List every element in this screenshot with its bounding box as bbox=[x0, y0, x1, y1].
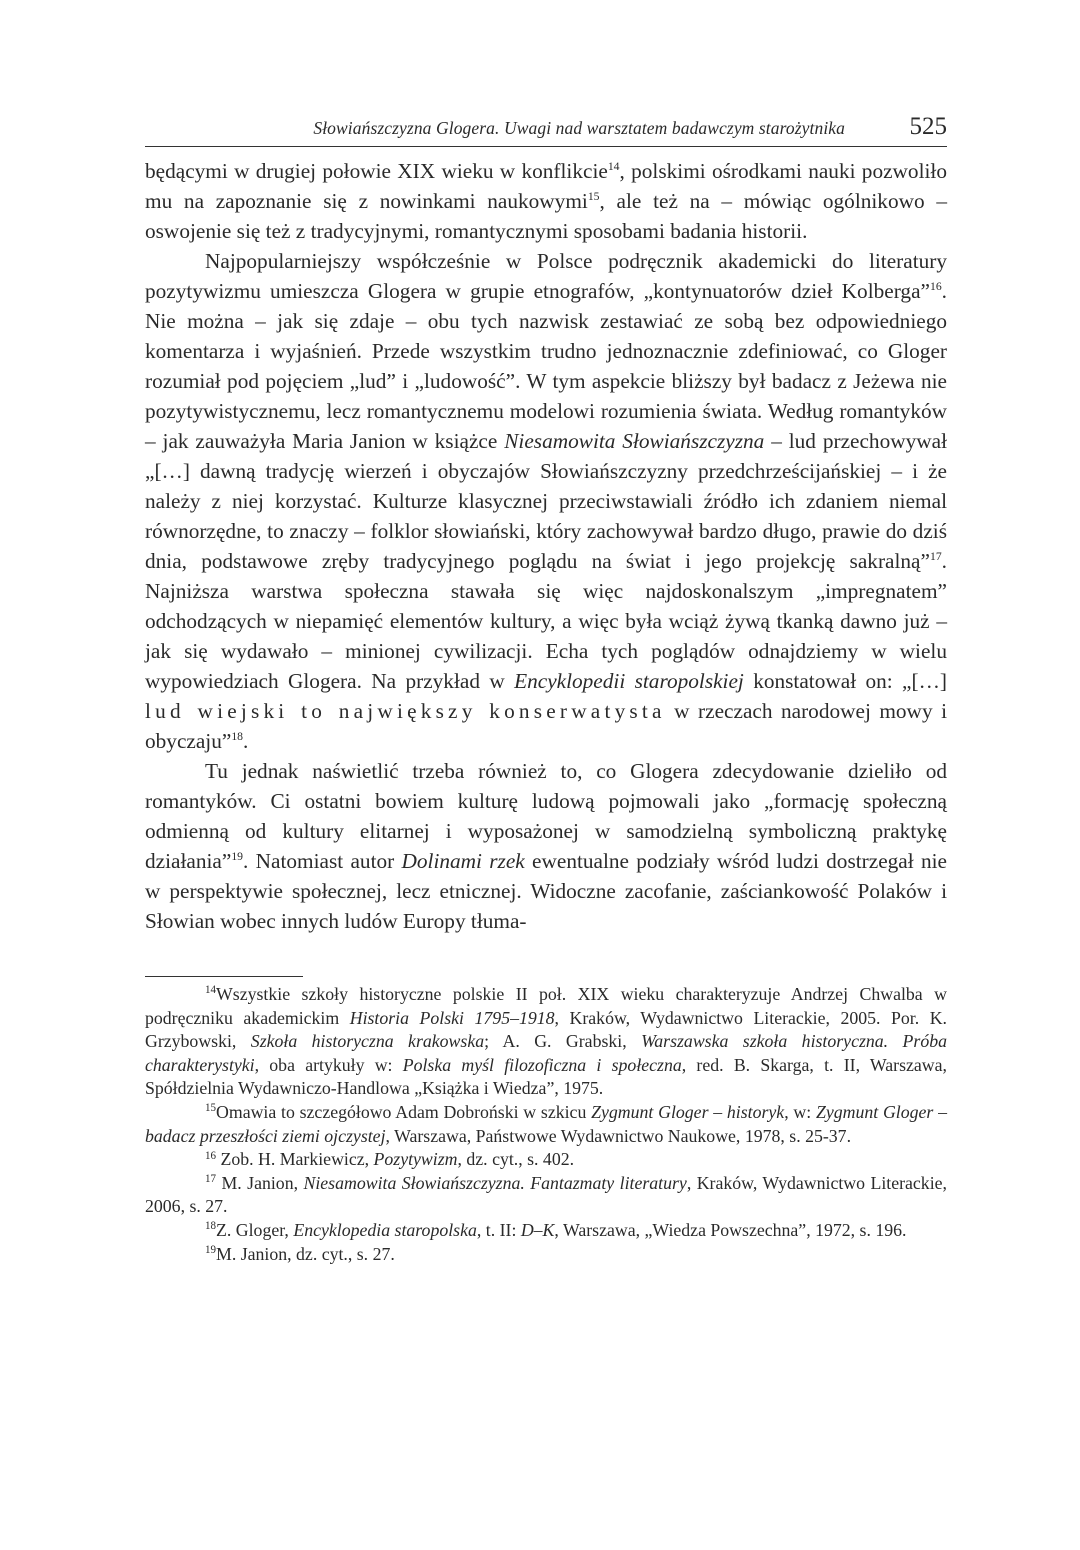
footnote bbox=[145, 1101, 947, 1148]
italic-title: Dolinami rzek bbox=[401, 849, 525, 873]
text-run: Zob. H. Markiewicz, bbox=[216, 1149, 374, 1170]
footnote bbox=[145, 983, 947, 1101]
footnotes bbox=[145, 983, 947, 1266]
text-run: . bbox=[243, 729, 249, 753]
footnote-reference: 17 bbox=[929, 549, 942, 563]
text-run: , Warszawa, „Wiedza Powszechna”, 1972, s. 196. bbox=[554, 1219, 907, 1240]
footnote-number: 16 bbox=[205, 1149, 217, 1162]
text-run: konstatował on: „[…] bbox=[743, 669, 947, 693]
footnote-reference: 14 bbox=[607, 159, 620, 173]
footnote-number: 19 bbox=[205, 1243, 217, 1256]
footnote-number: 18 bbox=[205, 1220, 217, 1233]
paragraph bbox=[145, 156, 947, 246]
page-header bbox=[145, 112, 947, 147]
footnote-reference: 18 bbox=[231, 729, 244, 743]
italic-title: Niesamowita Słowiańszczyzna. Fantazmaty literatury bbox=[303, 1172, 687, 1193]
footnote-reference: 19 bbox=[231, 849, 244, 863]
text-run: , w: bbox=[784, 1101, 816, 1122]
text-run: . Natomiast autor bbox=[243, 849, 402, 873]
italic-title: Szkoła historyczna krakowska bbox=[250, 1031, 485, 1052]
footnote-number: 14 bbox=[205, 984, 217, 997]
italic-title: Polska myśl filozoficzna i społeczna bbox=[402, 1054, 682, 1075]
footnote-separator bbox=[145, 976, 303, 977]
page-number: 525 bbox=[909, 113, 947, 140]
text-run: , Kraków, Wydawnictwo Literackie, 2006, s. 27. bbox=[145, 1172, 947, 1217]
italic-title: Encyklopedia staropolska bbox=[293, 1219, 477, 1240]
emphasized-quote: lud wiejski to największy konserwatysta bbox=[145, 699, 666, 723]
text-run: ewentualne podziały wśród ludzi dostrzegał nie w perspektywie społecznej, lecz etnicznej. Widoczne zacofanie, zaściankowość Polaków i Słowian wobec innych ludów Europy tłuma- bbox=[145, 849, 947, 933]
italic-title: Zygmunt Gloger – badacz przeszłości ziemi ojczystej bbox=[145, 1101, 948, 1146]
running-title: Słowiańszczyzna Glogera. Uwagi nad warsztatem badawczym starożytnika bbox=[313, 118, 845, 138]
paragraph bbox=[145, 246, 947, 756]
text-run: ; A. G. Grabski, bbox=[484, 1031, 642, 1052]
text-run: Najpopularniejszy współcześnie w Polsce podręcznik akademicki do literatury pozytywizmu umieszcza Glogera w grupie etnografów, „kontynuatorów dzieł Kolberga” bbox=[145, 249, 947, 303]
footnote bbox=[145, 1219, 947, 1243]
footnote-reference: 16 bbox=[929, 279, 942, 293]
footnote bbox=[145, 1172, 947, 1219]
footnote-number: 15 bbox=[205, 1102, 217, 1115]
italic-title: Encyklopedii staropolskiej bbox=[514, 669, 744, 693]
text-run: w rzeczach narodowej mowy i obyczaju” bbox=[145, 699, 947, 753]
text-run: . Najniższa warstwa społeczna stawała się więc najdoskonalszym „impregnatem” odchodzących w niepamięć elementów kultury, a więc była wciąż żywą tkanką dawno już – jak się wydawało – minionej cywilizacji. Echa tych poglądów odnajdziemy w wielu wypowiedziach Glogera. Na przykład w bbox=[145, 549, 947, 693]
text-run: Wszystkie szkoły historyczne polskie II poł. XIX wieku charakteryzuje Andrzej Chwalba w podręczniku akademickim bbox=[145, 984, 947, 1028]
text-run: M. Janion, dz. cyt., s. 27. bbox=[216, 1243, 395, 1264]
italic-title: Historia Polski 1795–1918 bbox=[349, 1007, 555, 1028]
document-page bbox=[145, 112, 947, 1266]
footnote-reference: 15 bbox=[587, 189, 600, 203]
italic-title: D–K bbox=[520, 1219, 555, 1240]
italic-title: Pozytywizm bbox=[373, 1149, 458, 1170]
footnote-number: 17 bbox=[205, 1173, 217, 1186]
paragraph bbox=[145, 756, 947, 936]
text-run: , Kraków, Wydawnictwo Literackie, 2005. Por. K. Grzybowski, bbox=[145, 1007, 947, 1052]
text-run: , ale też na – mówiąc ogólnikowo – oswojenie się też z tradycyjnymi, romantycznymi sposobami badania historii. bbox=[145, 189, 947, 243]
text-run: . Nie można – jak się zdaje – obu tych nazwisk zestawiać ze sobą bez odpowiedniego komentarza i wyjaśnień. Przede wszystkim trudno jednoznacznie zdefiniować, co Gloger rozumiał pod pojęciem „lud” i „ludowość”. W tym aspekcie bliższy był badacz z Jeżewa nie pozytywistycznemu, lecz romantycznemu modelowi rozumienia świata. Według romantyków – jak zauważyła Maria Janion w książce bbox=[145, 279, 947, 453]
text-run: Tu jednak naświetlić trzeba również to, co Glogera zdecydowanie dzieliło od romantyków. Ci ostatni bowiem kulturę ludową pojmowali jako „formację społeczną odmienną od kultury elitarnej i wyposażonej w samodzielną symboliczną praktykę działania” bbox=[145, 759, 947, 873]
text-run: , polskimi ośrodkami nauki pozwoliło mu na zapoznanie się z nowinkami naukowymi bbox=[145, 159, 947, 213]
text-run: będącymi w drugiej połowie XIX wieku w konflikcie bbox=[145, 159, 608, 183]
text-run: Omawia to szczegółowo Adam Dobroński w szkicu bbox=[216, 1101, 592, 1122]
text-run: , dz. cyt., s. 402. bbox=[457, 1149, 575, 1170]
italic-title: Zygmunt Gloger – historyk bbox=[591, 1101, 785, 1122]
text-run: , red. B. Skarga, t. II, Warszawa, Spółdzielnia Wydawniczo-Handlowa „Książka i Wiedza”, 1975. bbox=[145, 1054, 947, 1099]
text-run: , Warszawa, Państwowe Wydawnictwo Naukowe, 1978, s. 25-37. bbox=[385, 1125, 852, 1146]
text-run: M. Janion, bbox=[216, 1172, 304, 1193]
italic-title: Niesamowita Słowiańszczyzna bbox=[504, 429, 765, 453]
footnote bbox=[145, 1148, 947, 1172]
text-run: Z. Gloger, bbox=[216, 1219, 294, 1240]
text-run: – lud przechowywał „[…] dawną tradycję wierzeń i obyczajów Słowiańszczyzny przedchrześcijańskiej – i że należy z niej korzystać. Kulturze klasycznej przeciwstawiali źródło ich zdaniem niemal równorzędne, to znaczy – folklor słowiański, który zachowywał bardzo długo, prawie do dziś dnia, podstawowe zręby tradycyjnego poglądu na świat i jego projekcję sakralną” bbox=[145, 429, 947, 573]
italic-title: Warszawska szkoła historyczna. Próba charakterystyki bbox=[145, 1031, 947, 1075]
footnote bbox=[145, 1243, 947, 1267]
text-run: , oba artykuły w: bbox=[254, 1054, 403, 1075]
text-run: , t. II: bbox=[476, 1219, 521, 1240]
body-text bbox=[145, 156, 947, 936]
